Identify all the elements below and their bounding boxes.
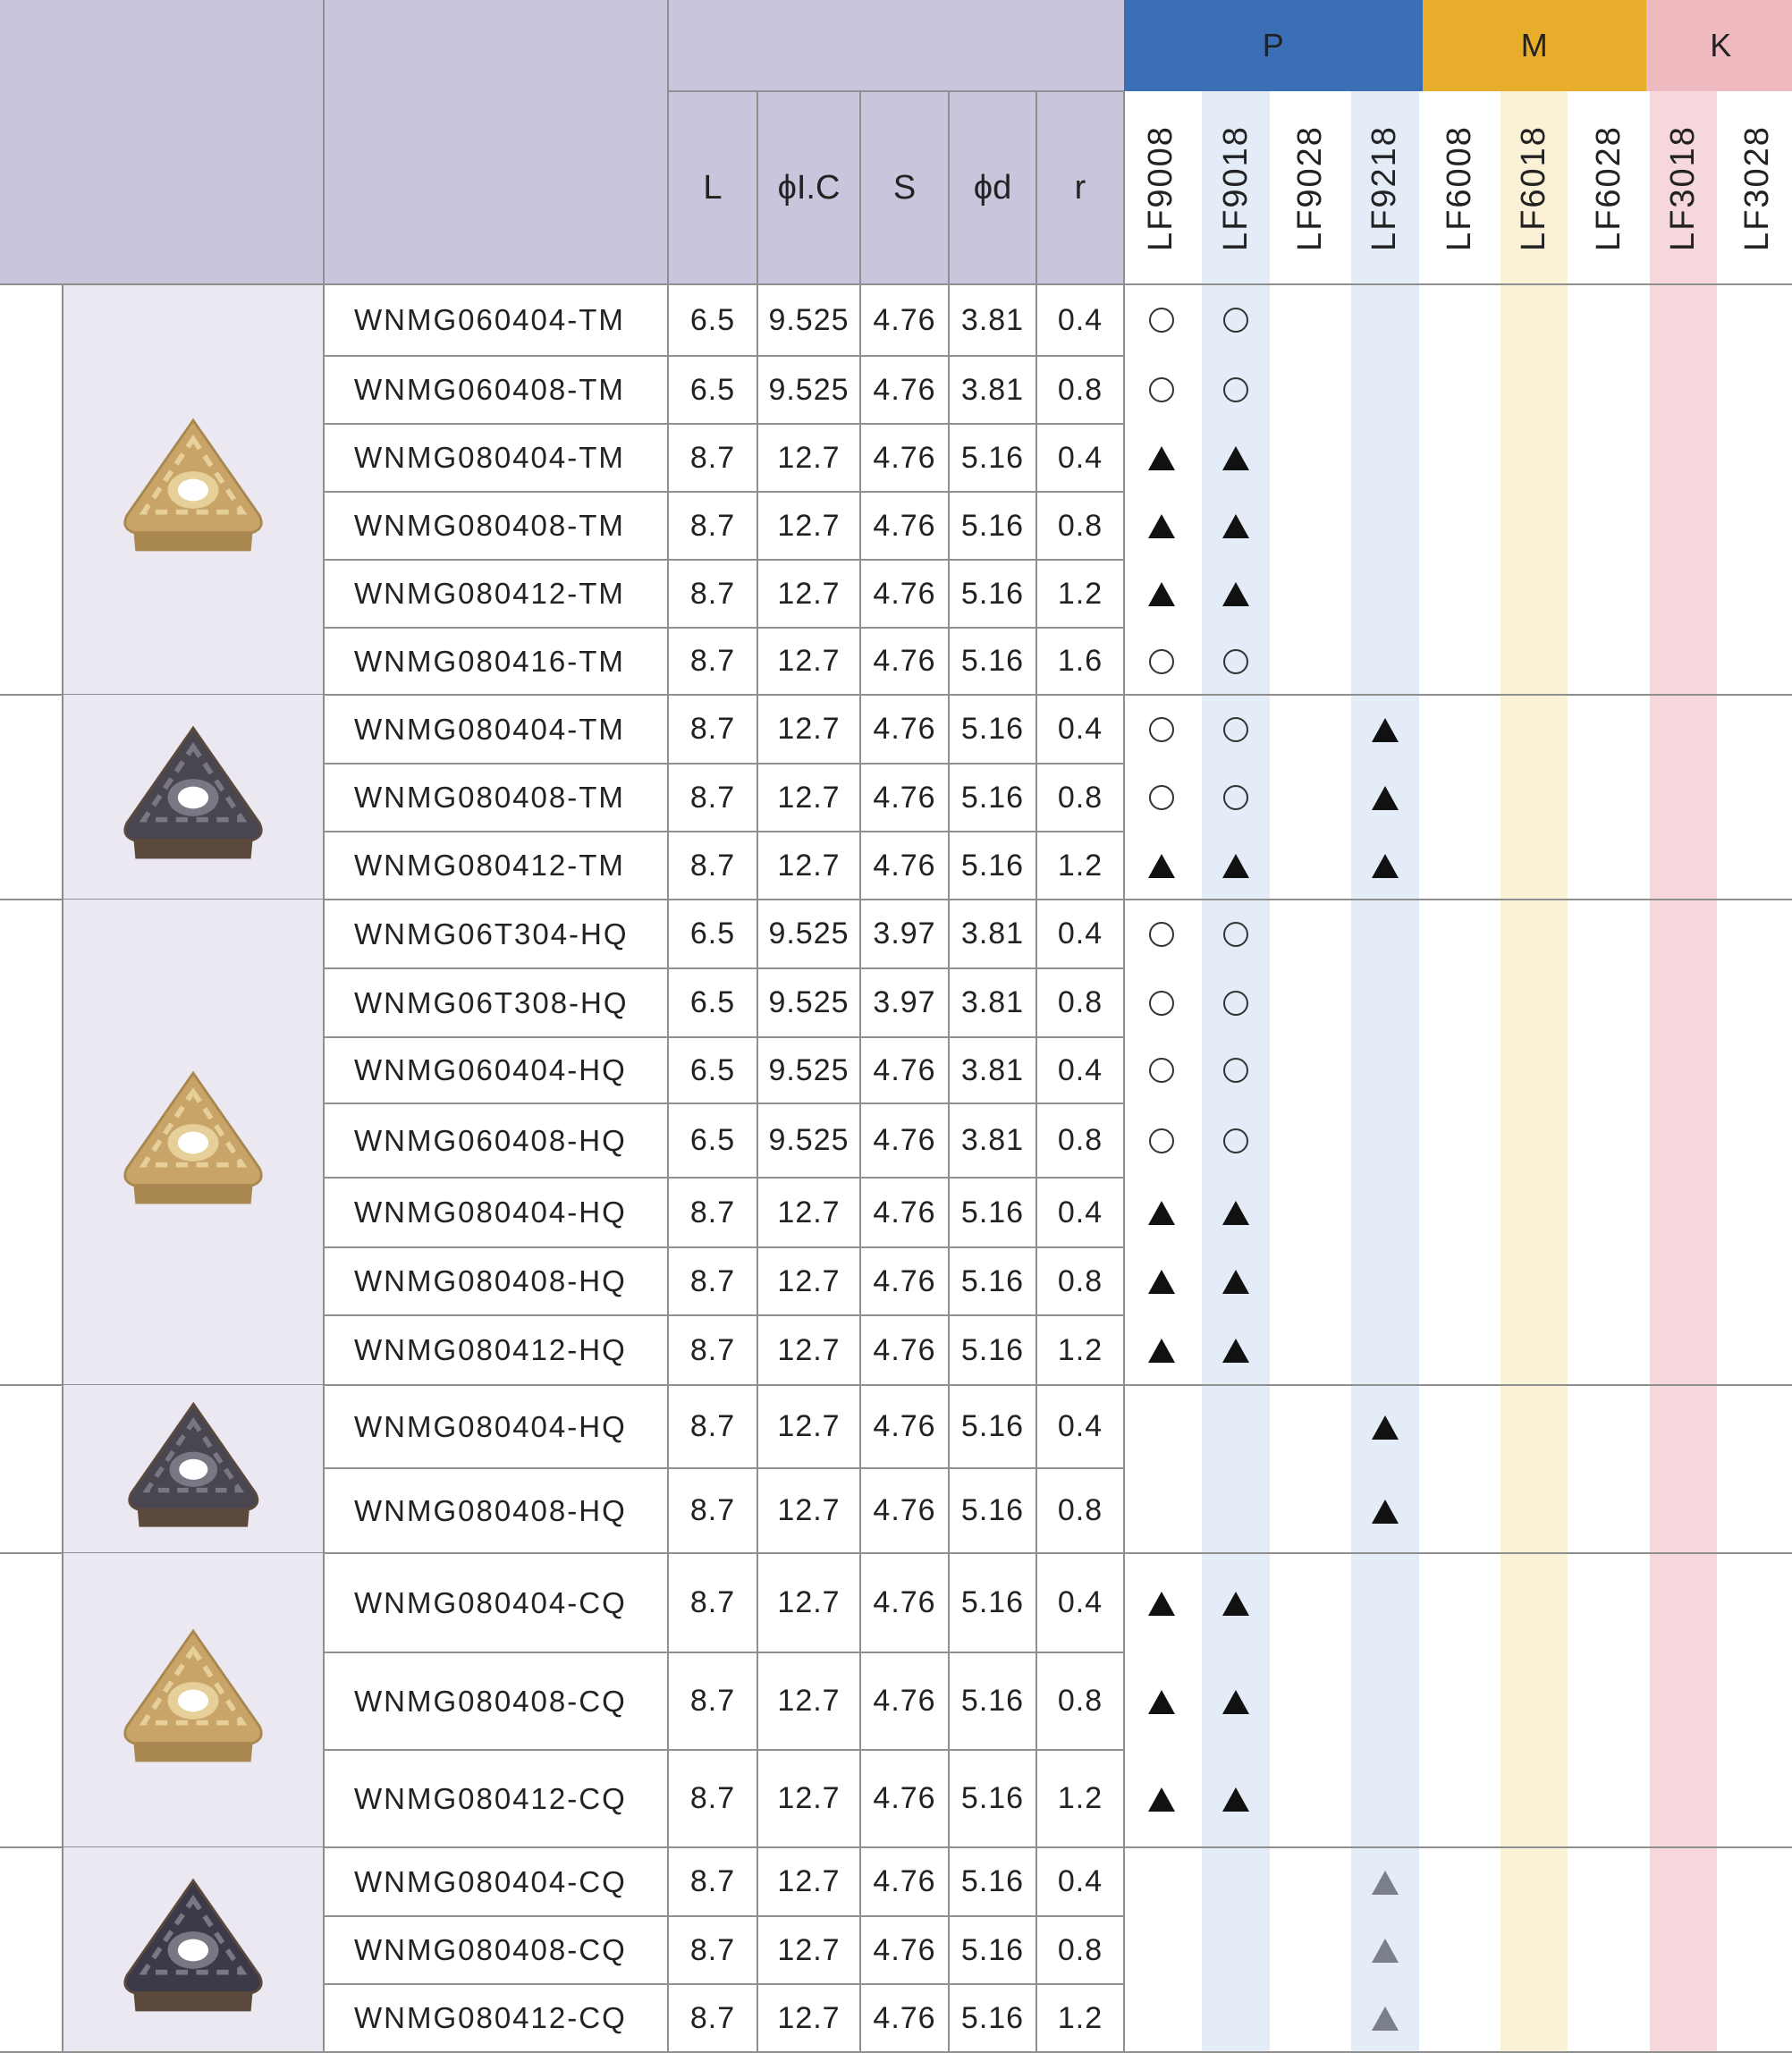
param-ic-value: 12.7: [777, 2000, 841, 2035]
triangle-icon: [1198, 1247, 1272, 1315]
param-s-value: 3.97: [873, 985, 936, 1019]
model-code: WNMG060404-TM: [354, 303, 625, 336]
material-group-p: [1124, 0, 1423, 91]
param-l-value: 8.7: [689, 1195, 736, 1229]
column-divider: [1035, 91, 1037, 2052]
param-l-value: 8.7: [689, 780, 736, 815]
triangle-icon: [1198, 560, 1272, 628]
param-s-value: 4.76: [873, 1052, 936, 1087]
triangle-grey-icon: [1348, 1984, 1422, 2052]
material-group-m: [1423, 0, 1646, 91]
model-code: WNMG080404-TM: [354, 441, 625, 474]
insert-image-cell: [63, 695, 324, 900]
triangle-grey-icon: [1348, 1916, 1422, 1984]
triangle-icon: [1124, 832, 1198, 900]
model-code: WNMG080412-CQ: [354, 1781, 627, 1815]
circle-icon: [1198, 764, 1272, 832]
model-code: WNMG080412-TM: [354, 849, 625, 882]
grade-header-lf6018: [1497, 91, 1571, 284]
insert-image-cell: [63, 1847, 324, 2052]
model-code: WNMG080412-HQ: [354, 1333, 627, 1366]
circle-icon: [1198, 1103, 1272, 1178]
triangle-icon: [1198, 424, 1272, 492]
param-r-value: 1.2: [1057, 848, 1103, 883]
model-code: WNMG080404-HQ: [354, 1409, 627, 1443]
param-ic-value: 12.7: [777, 1409, 841, 1443]
triangle-icon: [1124, 1315, 1198, 1385]
param-d-value: 5.16: [960, 712, 1025, 746]
param-s-value: 4.76: [873, 1864, 936, 1898]
param-s-value: 4.76: [873, 1332, 936, 1367]
gold-tm-insert-icon: [108, 405, 278, 575]
model-code: WNMG080408-HQ: [354, 1264, 627, 1297]
model-code: WNMG080408-CQ: [354, 1933, 627, 1966]
param-r-value: 0.8: [1057, 372, 1103, 407]
param-ic-value: 12.7: [777, 1781, 841, 1815]
param-ic-value: 12.7: [777, 1332, 841, 1367]
param-header-2: S: [892, 168, 917, 207]
param-s-value: 4.76: [873, 644, 936, 678]
param-ic-value: 9.525: [768, 985, 850, 1019]
param-s-value: 4.76: [873, 2000, 936, 2035]
row-divider: [324, 831, 1124, 832]
grade-header-lf3028: [1720, 91, 1792, 284]
param-r-value: 0.4: [1057, 1052, 1103, 1087]
grade-header-lf9218: [1348, 91, 1422, 284]
param-r-value: 0.8: [1057, 1123, 1103, 1157]
param-r-value: 1.6: [1057, 644, 1103, 678]
param-d-value: 5.16: [960, 780, 1025, 815]
param-s-value: 4.76: [873, 1932, 936, 1967]
model-code: WNMG080404-CQ: [354, 1585, 627, 1619]
param-l-value: 6.5: [689, 985, 736, 1019]
model-code: WNMG080404-CQ: [354, 1864, 627, 1898]
circle-icon: [1124, 628, 1198, 695]
param-ic-value: 12.7: [777, 440, 841, 475]
param-header-4: r: [1074, 168, 1086, 207]
param-r-value: 0.8: [1057, 780, 1103, 815]
row-divider: [324, 491, 1124, 493]
param-r-value: 0.4: [1057, 712, 1103, 746]
row-divider: [324, 355, 1124, 357]
circle-icon: [1124, 284, 1198, 356]
column-divider: [859, 91, 861, 2052]
param-s-value: 4.76: [873, 1493, 936, 1527]
param-l-value: 8.7: [689, 1684, 736, 1718]
triangle-icon: [1124, 1750, 1198, 1847]
row-divider: [324, 967, 1124, 969]
model-code: WNMG080408-TM: [354, 781, 625, 814]
gold-cq-insert-icon: [108, 1616, 278, 1786]
column-divider: [62, 284, 63, 2052]
param-d-value: 5.16: [960, 1585, 1025, 1619]
circle-icon: [1198, 284, 1272, 356]
param-s-value: 4.76: [873, 372, 936, 407]
circle-icon: [1124, 764, 1198, 832]
param-s-value: 4.76: [873, 780, 936, 815]
circle-icon: [1198, 628, 1272, 695]
gold-hq-insert-icon: [108, 1058, 278, 1228]
param-l-value: 6.5: [689, 917, 736, 950]
model-code: WNMG080412-CQ: [354, 2001, 627, 2034]
param-ic-value: 9.525: [768, 372, 850, 407]
circle-icon: [1198, 900, 1272, 968]
param-r-value: 0.4: [1057, 1585, 1103, 1619]
circle-icon: [1124, 1037, 1198, 1103]
param-r-value: 1.2: [1057, 2000, 1103, 2035]
param-l-value: 8.7: [689, 440, 736, 475]
row-divider: [324, 423, 1124, 425]
param-header-0: L: [703, 168, 723, 207]
triangle-icon: [1348, 695, 1422, 764]
column-divider: [757, 91, 758, 2052]
triangle-icon: [1198, 1553, 1272, 1652]
grade-label: LF9018: [1216, 124, 1255, 251]
param-r-value: 0.8: [1057, 1932, 1103, 1967]
param-r-value: 1.2: [1057, 576, 1103, 611]
row-divider: [324, 763, 1124, 765]
model-code: WNMG060408-HQ: [354, 1123, 627, 1157]
grade-label: LF3018: [1663, 124, 1702, 251]
triangle-grey-icon: [1348, 1847, 1422, 1916]
param-r-value: 0.4: [1057, 1195, 1103, 1229]
circle-icon: [1198, 968, 1272, 1037]
param-r-value: 0.4: [1057, 917, 1103, 950]
param-l-value: 6.5: [689, 1123, 736, 1157]
param-l-value: 8.7: [689, 508, 736, 543]
param-d-value: 5.16: [960, 1332, 1025, 1367]
param-l-value: 8.7: [689, 848, 736, 883]
param-d-value: 3.81: [960, 985, 1025, 1019]
param-l-value: 6.5: [689, 1052, 736, 1087]
row-divider: [324, 627, 1124, 629]
column-divider: [667, 0, 669, 2052]
param-d-value: 5.16: [960, 1493, 1025, 1527]
triangle-icon: [1198, 1750, 1272, 1847]
param-d-value: 5.16: [960, 1684, 1025, 1718]
grade-header-lf9018: [1198, 91, 1272, 284]
grade-label: LF6018: [1515, 124, 1553, 251]
param-r-value: 0.4: [1057, 302, 1103, 337]
triangle-icon: [1124, 492, 1198, 560]
param-l-value: 8.7: [689, 1332, 736, 1367]
model-code: WNMG06T308-HQ: [354, 985, 629, 1019]
param-d-value: 5.16: [960, 1263, 1025, 1298]
material-group-label: P: [1262, 27, 1284, 63]
row-divider: [324, 559, 1124, 561]
param-d-value: 3.81: [960, 1052, 1025, 1087]
model-code: WNMG080416-TM: [354, 644, 625, 678]
param-d-value: 5.16: [960, 1781, 1025, 1815]
row-divider: [324, 1749, 1124, 1751]
header-divider: [0, 283, 1792, 285]
insert-image-cell: [63, 900, 324, 1385]
param-l-value: 8.7: [689, 1864, 736, 1898]
row-divider: [324, 1177, 1124, 1179]
param-d-value: 5.16: [960, 1409, 1025, 1443]
model-code: WNMG080404-TM: [354, 712, 625, 746]
dark-cq-insert-icon: [108, 1865, 278, 2035]
grade-header-lf9008: [1124, 91, 1198, 284]
dark-hq-insert-icon: [114, 1390, 274, 1550]
param-d-value: 3.81: [960, 917, 1025, 950]
param-l-value: 8.7: [689, 1263, 736, 1298]
material-group-k: [1646, 0, 1792, 91]
grade-header-lf3018: [1646, 91, 1720, 284]
param-s-value: 4.76: [873, 1684, 936, 1718]
param-header-3: ϕd: [973, 168, 1012, 207]
triangle-icon: [1348, 832, 1422, 900]
triangle-icon: [1124, 1553, 1198, 1652]
param-d-value: 5.16: [960, 440, 1025, 475]
grade-label: LF9008: [1142, 124, 1180, 251]
param-s-value: 4.76: [873, 508, 936, 543]
triangle-icon: [1348, 764, 1422, 832]
param-s-value: 4.76: [873, 1585, 936, 1619]
triangle-icon: [1198, 1652, 1272, 1750]
param-ic-value: 12.7: [777, 508, 841, 543]
triangle-icon: [1198, 1178, 1272, 1247]
param-s-value: 4.76: [873, 848, 936, 883]
model-code: WNMG06T304-HQ: [354, 917, 629, 950]
param-r-value: 0.8: [1057, 1493, 1103, 1527]
param-d-value: 5.16: [960, 644, 1025, 678]
param-s-value: 4.76: [873, 712, 936, 746]
grade-label: LF9218: [1365, 124, 1404, 251]
row-divider: [324, 1246, 1124, 1248]
param-d-value: 5.16: [960, 1864, 1025, 1898]
column-divider: [948, 91, 950, 2052]
row-divider: [324, 1983, 1124, 1985]
triangle-icon: [1198, 492, 1272, 560]
grade-label: LF3028: [1738, 124, 1777, 251]
param-l-value: 8.7: [689, 1781, 736, 1815]
row-divider: [324, 1036, 1124, 1038]
circle-icon: [1124, 356, 1198, 424]
circle-icon: [1198, 1037, 1272, 1103]
insert-image-cell: [63, 1385, 324, 1553]
triangle-icon: [1124, 1178, 1198, 1247]
param-d-value: 5.16: [960, 1195, 1025, 1229]
param-ic-value: 9.525: [768, 1123, 850, 1157]
param-s-value: 4.76: [873, 1781, 936, 1815]
model-code: WNMG080408-TM: [354, 509, 625, 542]
grade-header-lf6008: [1423, 91, 1497, 284]
param-ic-value: 12.7: [777, 644, 841, 678]
param-l-value: 8.7: [689, 576, 736, 611]
param-d-value: 3.81: [960, 302, 1025, 337]
param-ic-value: 9.525: [768, 917, 850, 950]
column-divider: [1123, 91, 1125, 2052]
param-ic-value: 12.7: [777, 1195, 841, 1229]
param-ic-value: 9.525: [768, 1052, 850, 1087]
param-ic-value: 12.7: [777, 1493, 841, 1527]
material-group-label: M: [1520, 27, 1548, 63]
grade-header-lf6028: [1571, 91, 1645, 284]
param-s-value: 4.76: [873, 576, 936, 611]
triangle-icon: [1124, 1247, 1198, 1315]
model-code: WNMG080412-TM: [354, 577, 625, 610]
row-divider: [324, 1467, 1124, 1469]
row-divider: [324, 1103, 1124, 1104]
triangle-icon: [1198, 832, 1272, 900]
param-ic-value: 12.7: [777, 1263, 841, 1298]
model-code: WNMG080408-HQ: [354, 1493, 627, 1527]
circle-icon: [1124, 900, 1198, 968]
param-r-value: 0.8: [1057, 1263, 1103, 1298]
triangle-icon: [1348, 1468, 1422, 1553]
param-ic-value: 9.525: [768, 302, 850, 337]
circle-icon: [1198, 356, 1272, 424]
model-code: WNMG080404-HQ: [354, 1195, 627, 1229]
grade-band-3: [1351, 91, 1418, 2052]
param-l-value: 8.7: [689, 1409, 736, 1443]
param-ic-value: 12.7: [777, 1684, 841, 1718]
param-header-1: ϕI.C: [777, 168, 841, 207]
param-l-value: 8.7: [689, 712, 736, 746]
param-s-value: 3.97: [873, 917, 936, 950]
insert-image-cell: [63, 1553, 324, 1847]
grade-band-7: [1650, 91, 1717, 2052]
param-d-value: 5.16: [960, 2000, 1025, 2035]
grade-label: LF6028: [1589, 124, 1627, 251]
param-l-value: 8.7: [689, 2000, 736, 2035]
param-ic-value: 12.7: [777, 780, 841, 815]
model-code: WNMG080408-CQ: [354, 1684, 627, 1718]
param-d-value: 5.16: [960, 848, 1025, 883]
triangle-icon: [1124, 560, 1198, 628]
param-l-value: 8.7: [689, 1932, 736, 1967]
circle-icon: [1198, 695, 1272, 764]
param-d-value: 5.16: [960, 576, 1025, 611]
param-ic-value: 12.7: [777, 848, 841, 883]
grade-label: LF6008: [1440, 124, 1478, 251]
insert-image-cell: [63, 284, 324, 695]
param-l-value: 6.5: [689, 302, 736, 337]
param-l-value: 8.7: [689, 1585, 736, 1619]
triangle-icon: [1198, 1315, 1272, 1385]
param-r-value: 1.2: [1057, 1781, 1103, 1815]
dark-tm-insert-icon: [108, 713, 278, 883]
grade-label: LF9028: [1290, 124, 1329, 251]
param-ic-value: 12.7: [777, 1932, 841, 1967]
param-s-value: 4.76: [873, 1409, 936, 1443]
triangle-icon: [1124, 424, 1198, 492]
param-s-value: 4.76: [873, 440, 936, 475]
model-code: WNMG060408-TM: [354, 373, 625, 406]
param-d-value: 3.81: [960, 372, 1025, 407]
param-ic-value: 12.7: [777, 1864, 841, 1898]
column-divider: [323, 0, 325, 2052]
param-r-value: 0.8: [1057, 508, 1103, 543]
param-r-value: 0.4: [1057, 1409, 1103, 1443]
param-r-value: 1.2: [1057, 1332, 1103, 1367]
param-s-value: 4.76: [873, 1123, 936, 1157]
param-s-value: 4.76: [873, 1263, 936, 1298]
param-header-top: [668, 90, 1124, 92]
param-d-value: 3.81: [960, 1123, 1025, 1157]
circle-icon: [1124, 1103, 1198, 1178]
triangle-icon: [1348, 1385, 1422, 1468]
param-r-value: 0.8: [1057, 985, 1103, 1019]
param-ic-value: 12.7: [777, 712, 841, 746]
circle-icon: [1124, 695, 1198, 764]
material-group-label: K: [1710, 27, 1732, 63]
row-divider: [324, 1652, 1124, 1653]
row-divider: [324, 1915, 1124, 1917]
row-divider: [324, 1314, 1124, 1316]
param-l-value: 8.7: [689, 644, 736, 678]
circle-icon: [1124, 968, 1198, 1037]
triangle-icon: [1124, 1652, 1198, 1750]
param-ic-value: 12.7: [777, 576, 841, 611]
grade-header-lf9028: [1273, 91, 1348, 284]
param-l-value: 6.5: [689, 372, 736, 407]
param-d-value: 5.16: [960, 508, 1025, 543]
grade-band-5: [1500, 91, 1568, 2052]
param-s-value: 4.76: [873, 1195, 936, 1229]
param-s-value: 4.76: [873, 302, 936, 337]
param-r-value: 0.4: [1057, 440, 1103, 475]
param-r-value: 0.4: [1057, 1864, 1103, 1898]
model-code: WNMG060404-HQ: [354, 1053, 627, 1086]
param-d-value: 5.16: [960, 1932, 1025, 1967]
param-l-value: 8.7: [689, 1493, 736, 1527]
param-ic-value: 12.7: [777, 1585, 841, 1619]
param-r-value: 0.8: [1057, 1684, 1103, 1718]
